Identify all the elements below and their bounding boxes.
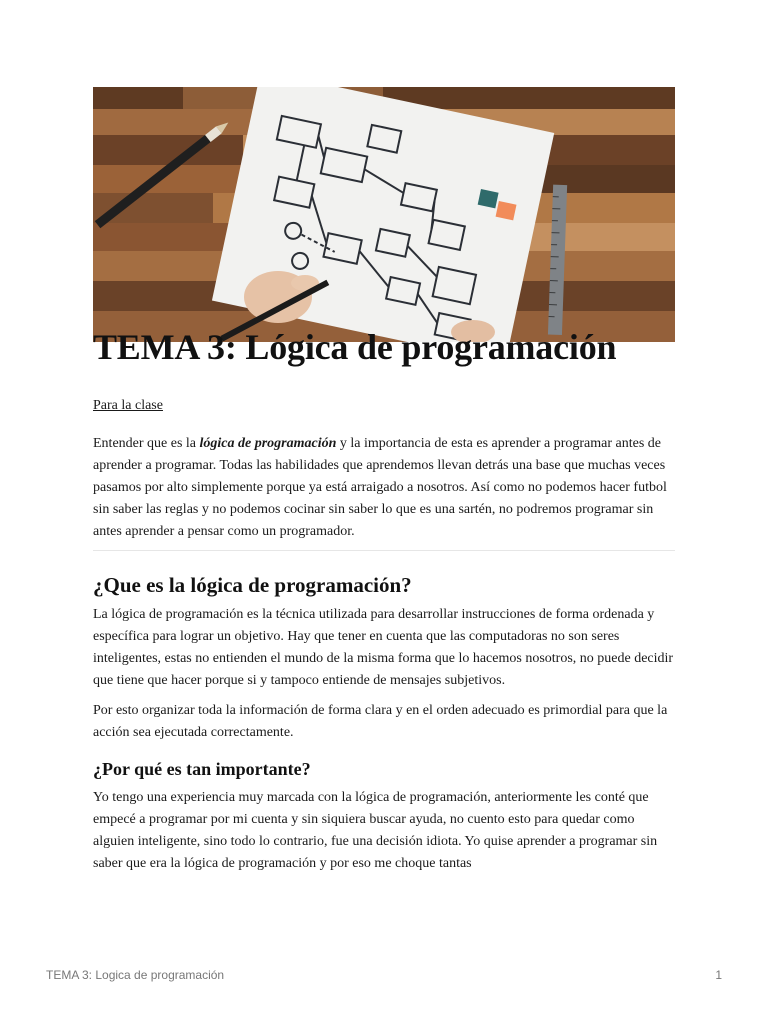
footer-title: TEMA 3: Logica de programación — [46, 968, 225, 982]
section-heading-importance: ¿Por qué es tan importante? — [93, 759, 311, 779]
section-heading-logic: ¿Que es la lógica de programación? — [93, 573, 412, 597]
section1-paragraph-1: La lógica de programación es la técnica utilizada para desarrollar instrucciones de forma ordenada y específica para lograr un objetivo. Hay que tener en cuenta que las computadoras no son seres inteligentes, estas no entienden el mundo de la misma forma que lo hacemos nosotros, no puede decidir que tiene que hacer porque si y tampoco entiende de mensajes subjetivos. — [93, 607, 674, 688]
document-title: TEMA 3: Lógica de programación — [93, 327, 617, 367]
cover-image — [93, 87, 675, 342]
document-body — [93, 396, 675, 875]
subtitle-link[interactable]: Para la clase — [93, 398, 163, 413]
intro-text-end: y la importancia de esta es aprender a programar antes de aprender a programar. Todas las habilidades que aprendemos llevan detrás una base que muchas veces pasamos por alto simplemente porque ya está arraigado a nosotros. Así como no podemos hacer futbol sin saber las reglas y no podemos cocinar sin saber lo que es una sartén, no podremos programar sin antes aprender a pensar como un programador. — [93, 436, 667, 539]
section-divider — [93, 550, 675, 551]
page-number: 1 — [715, 968, 722, 982]
intro-paragraph — [93, 433, 675, 543]
section1-paragraph-2: Por esto organizar toda la información de forma clara y en el orden adecuado es primordial para que la acción sea ejecutada correctamente. — [93, 703, 668, 740]
intro-emphasis: lógica de programación — [199, 436, 337, 451]
intro-text-start: Entender que es la — [93, 436, 200, 451]
section2-paragraph-1: Yo tengo una experiencia muy marcada con la lógica de programación, anteriormente les conté que empecé a programar por mi cuenta y sin siquiera buscar ayuda, no cuento esto para quedar como alguien inteligente, sino todo lo contrario, fue una decisión idiota. Yo quise aprender a programar sin saber que era la lógica de programación y por eso me choque tantas — [93, 790, 658, 871]
